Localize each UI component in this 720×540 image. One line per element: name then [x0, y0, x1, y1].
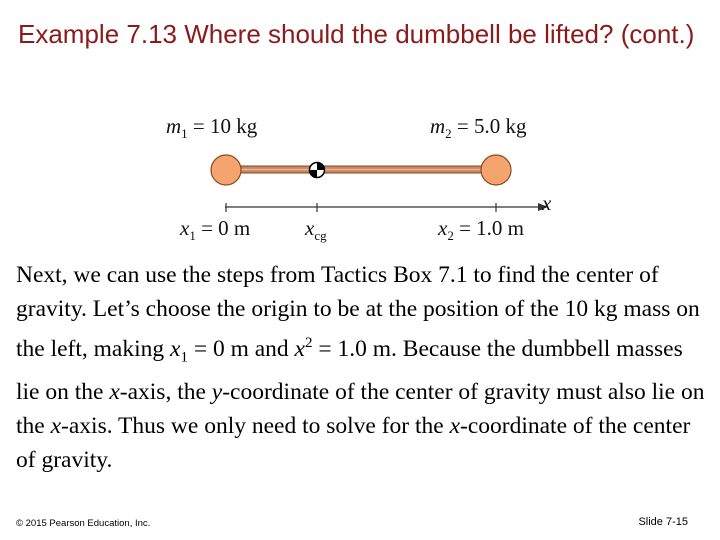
body-paragraph: Next, we can use the steps from Tactics Box 7.1 to find the center of gravity. Let’s choose the origin to be at the position of the 10 kg mass on the left, making $x_1 = 0$ m and $x^2 = 1.0$ m. Because the dumbbell masses lie on the x-axis, the y-coordinate of the center of gravity must also lie on the x-axis. Thus we only need to solve for the x-coordinate of the center of gravity.: [16, 262, 705, 473]
x2-label: $x_2 = 1.0$ m: [438, 216, 525, 244]
m1-label: $m_1 = 10$ kg: [166, 114, 258, 142]
slide-number: Slide 7-15: [638, 516, 688, 528]
x1-label: $x_1 = 0$ m: [180, 216, 251, 244]
slide-title: Example 7.13 Where should the dumbbell be lifted? (cont.): [18, 19, 695, 49]
center-of-gravity-icon: [310, 163, 325, 178]
xcg-label: $x_{cg}$: [305, 216, 327, 244]
copyright-notice: © 2015 Pearson Education, Inc.: [16, 518, 151, 529]
dumbbell-figure: [150, 108, 570, 248]
mass-2-sphere: [481, 155, 511, 185]
m2-label: $m_2 = 5.0$ kg: [430, 114, 527, 142]
mass-1-sphere: [211, 155, 241, 185]
x-axis-label: x: [542, 191, 552, 215]
